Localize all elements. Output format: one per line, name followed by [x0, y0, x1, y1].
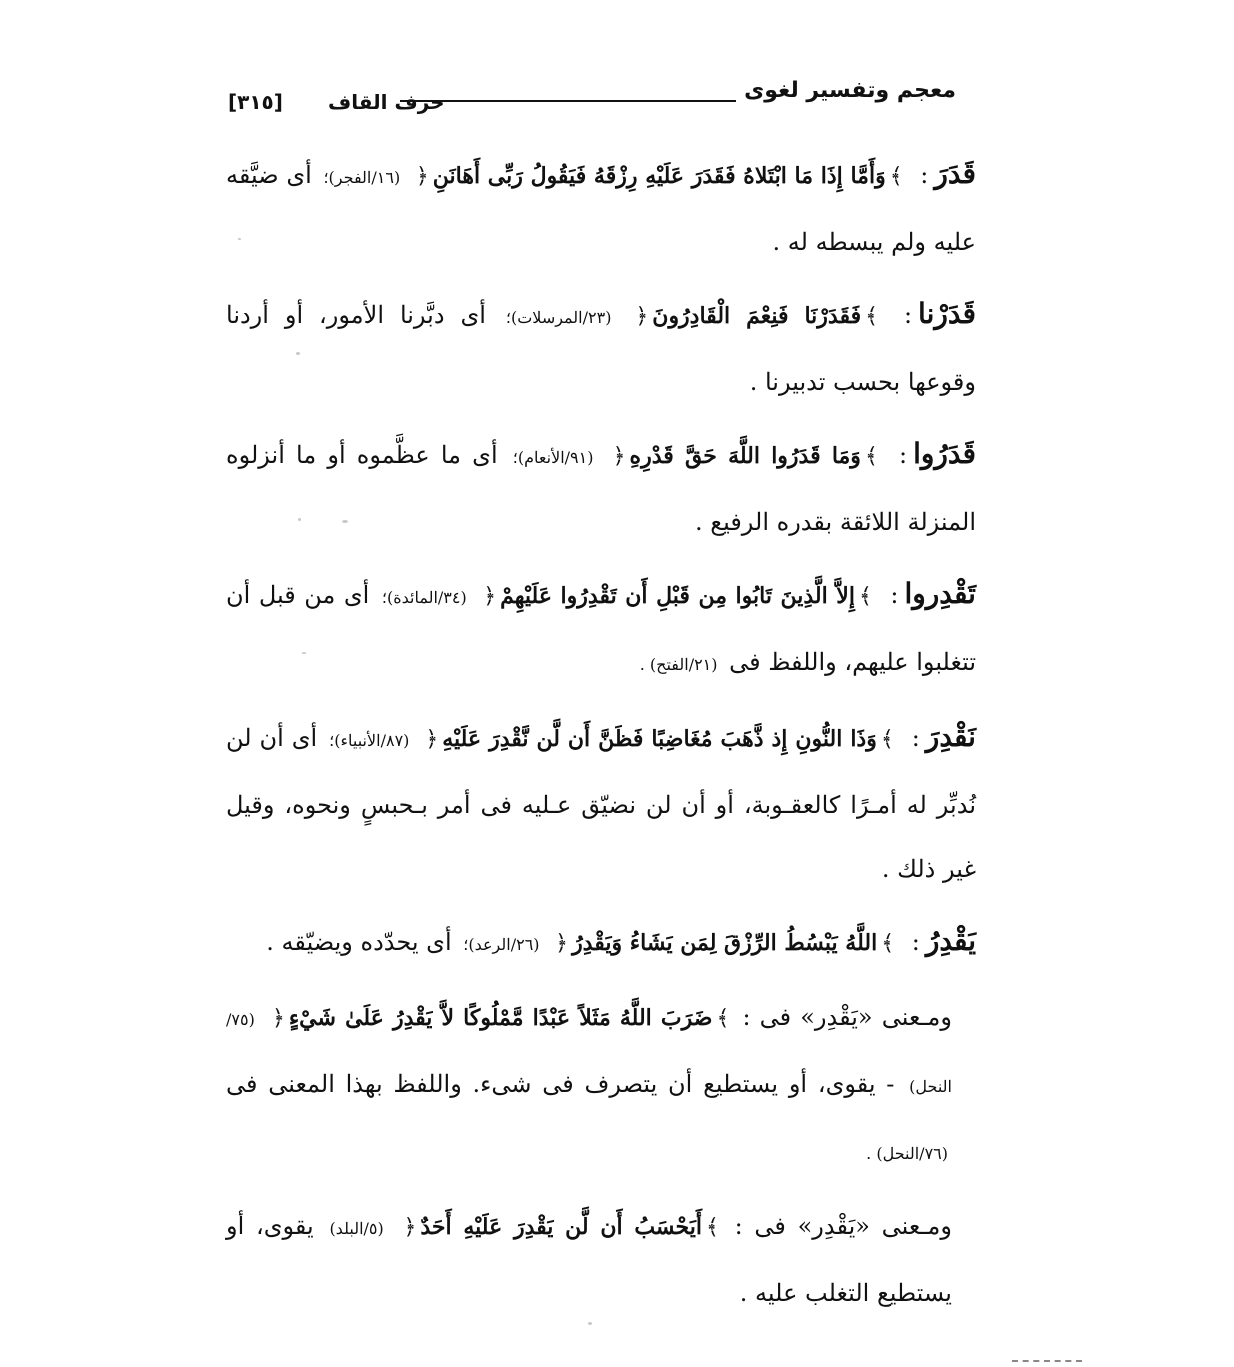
- bracket-close: ﴿: [483, 584, 497, 609]
- verse-reference: (٣٤/المائدة)؛: [381, 588, 467, 607]
- quran-verse: ضَرَبَ اللَّهُ مَثَلاً عَبْدًا مَّمْلُوكًا لاَّ يَقْدِرُ عَلَىٰ شَيْءٍ: [288, 1005, 713, 1031]
- verse-reference: (٩١/الأنعام)؛: [512, 448, 594, 467]
- bracket-open: ﴾: [864, 444, 878, 469]
- quran-verse: وَأَمَّا إِذَا مَا ابْتَلاهُ فَقَدَرَ عَلَيْهِ رِزْقَهُ فَيَقُولُ رَبِّى أَهَانَنِ: [432, 163, 886, 189]
- quran-verse: اللَّهُ يَبْسُطُ الرِّزْقَ لِمَن يَشَاءُ وَيَقْدِرُ: [572, 930, 878, 956]
- bracket-open: ﴾: [716, 1006, 730, 1031]
- verse-reference-extra: (٢١/الفتح) .: [639, 655, 718, 674]
- bracket-close: ﴿: [555, 931, 569, 956]
- scan-speckle: [296, 352, 300, 355]
- bracket-close: ﴿: [271, 1006, 285, 1031]
- note-lead: ومـعنى «يَقْدِر» فى :: [734, 1212, 952, 1240]
- section-title: حرف القاف: [328, 90, 445, 114]
- bracket-close: ﴿: [635, 304, 649, 329]
- verse-reference: (٧٥/النحل): [226, 1010, 952, 1096]
- gloss: أى دبَّرنا الأمور، أو أردنا وقوعها بحسب تدبيرنا .: [226, 301, 976, 396]
- bracket-open: ﴾: [865, 304, 879, 329]
- gloss: أى يحدّده ويضيّقه .: [266, 928, 452, 956]
- quran-verse: فَقَدَرْنَا فَنِعْمَ الْقَادِرُونَ: [652, 303, 862, 329]
- note-lead: ومـعنى «يَقْدِر» فى :: [742, 1003, 952, 1031]
- quran-verse: أَيَحْسَبُ أَن لَّن يَقْدِرَ عَلَيْهِ أَحَدٌ: [420, 1214, 702, 1240]
- header-rule: [400, 100, 736, 102]
- entry-naqdira: نَقْدِرَ: ﴾وَذَا النُّونِ إِذ ذَّهَبَ مُغَاضِبًا فَظَنَّ أَن لَّن نَّقْدِرَ عَلَيْهِ﴿ (٨٧/الأنبياء)؛ أى أن لن نُدبِّر له أمـرًا كالعقـوبة، أو أن لن نضيّق عـليه فى أمر بـحبسٍ ونحوه، وقيل غير ذلك .: [226, 720, 976, 883]
- note-meaning-1: [226, 985, 976, 1186]
- headword: يَقْدِرُ: [925, 924, 976, 957]
- headword: قَدَرُوا: [913, 437, 976, 470]
- page-number: [٣١٥]: [228, 90, 283, 114]
- gloss: أى أن لن نُدبِّر له أمـرًا كالعقـوبة، أو أن لن نضيّق عـليه فى أمر بـحبسٍ ونحوه، وقيل غير ذلك .: [226, 724, 976, 883]
- bracket-open: ﴾: [706, 1215, 719, 1240]
- bracket-open: ﴾: [858, 584, 872, 609]
- verse-reference: (١٦/الفجر)؛: [323, 168, 401, 187]
- headword: قَدَرَ: [934, 157, 976, 190]
- scan-speckle: [588, 1322, 592, 1325]
- entry-taqdiru: تَقْدِروا: ﴾إِلاَّ الَّذِينَ تَابُوا مِن قَبْلِ أَن تَقْدِرُوا عَلَيْهِمْ﴿ (٣٤/المائدة)؛ أى من قبل أن تتغلبوا عليهم، واللفظ فى (٢١/الفتح) .: [226, 577, 976, 676]
- note-meaning-2: [226, 1194, 976, 1325]
- verse-reference-extra: (٧٦/النحل) .: [866, 1144, 948, 1163]
- scan-speckle: [298, 518, 301, 521]
- bracket-close: ﴿: [403, 1215, 417, 1240]
- bracket-close: ﴿: [415, 164, 429, 189]
- footer-marks: [1012, 1360, 1082, 1362]
- scan-speckle: [342, 520, 348, 523]
- gloss: - يقوى، أو يستطيع أن يتصرف فى شىء. واللفظ بهذا المعنى فى: [226, 1070, 895, 1098]
- bracket-open: ﴾: [889, 164, 903, 189]
- bracket-open: ﴾: [880, 727, 894, 752]
- gloss: أى ما عظَّموه أو ما أنزلوه المنزلة اللائقة بقدره الرفيع .: [226, 441, 976, 536]
- verse-reference: (٥/البلد): [329, 1219, 384, 1238]
- verse-reference: (٨٧/الأنبياء)؛: [329, 731, 410, 750]
- quran-verse: إِلاَّ الَّذِينَ تَابُوا مِن قَبْلِ أَن تَقْدِرُوا عَلَيْهِمْ: [500, 583, 855, 609]
- running-header: [228, 78, 956, 118]
- entry-qadarna: قَدَرْنا: ﴾فَقَدَرْنَا فَنِعْمَ الْقَادِرُونَ﴿ (٢٣/المرسلات)؛ أى دبَّرنا الأمور، أو أردنا وقوعها بحسب تدبيرنا .: [226, 297, 976, 396]
- gloss: أى من قبل أن تتغلبوا عليهم، واللفظ فى: [226, 581, 976, 676]
- entry-yaqdiru: يَقْدِرُ: ﴾اللَّهُ يَبْسُطُ الرِّزْقَ لِمَن يَشَاءُ وَيَقْدِرُ﴿ (٢٦/الرعد)؛ أى يحدّده ويضيّقه .: [266, 924, 976, 957]
- dictionary-body: [226, 142, 976, 1333]
- verse-reference: (٢٦/الرعد)؛: [463, 935, 540, 954]
- scan-speckle: [238, 238, 241, 240]
- headword: نَقْدِرَ: [925, 720, 976, 753]
- entry-qadara: قَدَرَ: ﴾وَأَمَّا إِذَا مَا ابْتَلاهُ فَقَدَرَ عَلَيْهِ رِزْقَهُ فَيَقُولُ رَبِّى أَهَانَنِ﴿ (١٦/الفجر)؛ أى ضيَّقه عليه ولم يبسطه له .: [226, 157, 976, 256]
- headword: تَقْدِروا: [904, 577, 976, 610]
- quran-verse: وَذَا النُّونِ إِذ ذَّهَبَ مُغَاضِبًا فَظَنَّ أَن لَّن نَّقْدِرَ عَلَيْهِ: [442, 726, 877, 752]
- bracket-close: ﴿: [425, 727, 439, 752]
- entry-qadaru: قَدَرُوا: ﴾وَمَا قَدَرُوا اللَّهَ حَقَّ قَدْرِهِ﴿ (٩١/الأنعام)؛ أى ما عظَّموه أو ما أنزلوه المنزلة اللائقة بقدره الرفيع .: [226, 437, 976, 536]
- verse-reference: (٢٣/المرسلات)؛: [505, 308, 612, 327]
- bracket-open: ﴾: [881, 931, 895, 956]
- headword: قَدَرْنا: [918, 297, 976, 330]
- bracket-close: ﴿: [612, 444, 626, 469]
- quran-verse: وَمَا قَدَرُوا اللَّهَ حَقَّ قَدْرِهِ: [629, 443, 861, 469]
- gloss: يقوى، أو يستطيع التغلب عليه .: [226, 1212, 952, 1307]
- scan-speckle: [302, 652, 306, 654]
- book-title: معجم وتفسير لغوى: [744, 78, 956, 103]
- gloss: أى ضيَّقه عليه ولم يبسطه له .: [226, 161, 976, 256]
